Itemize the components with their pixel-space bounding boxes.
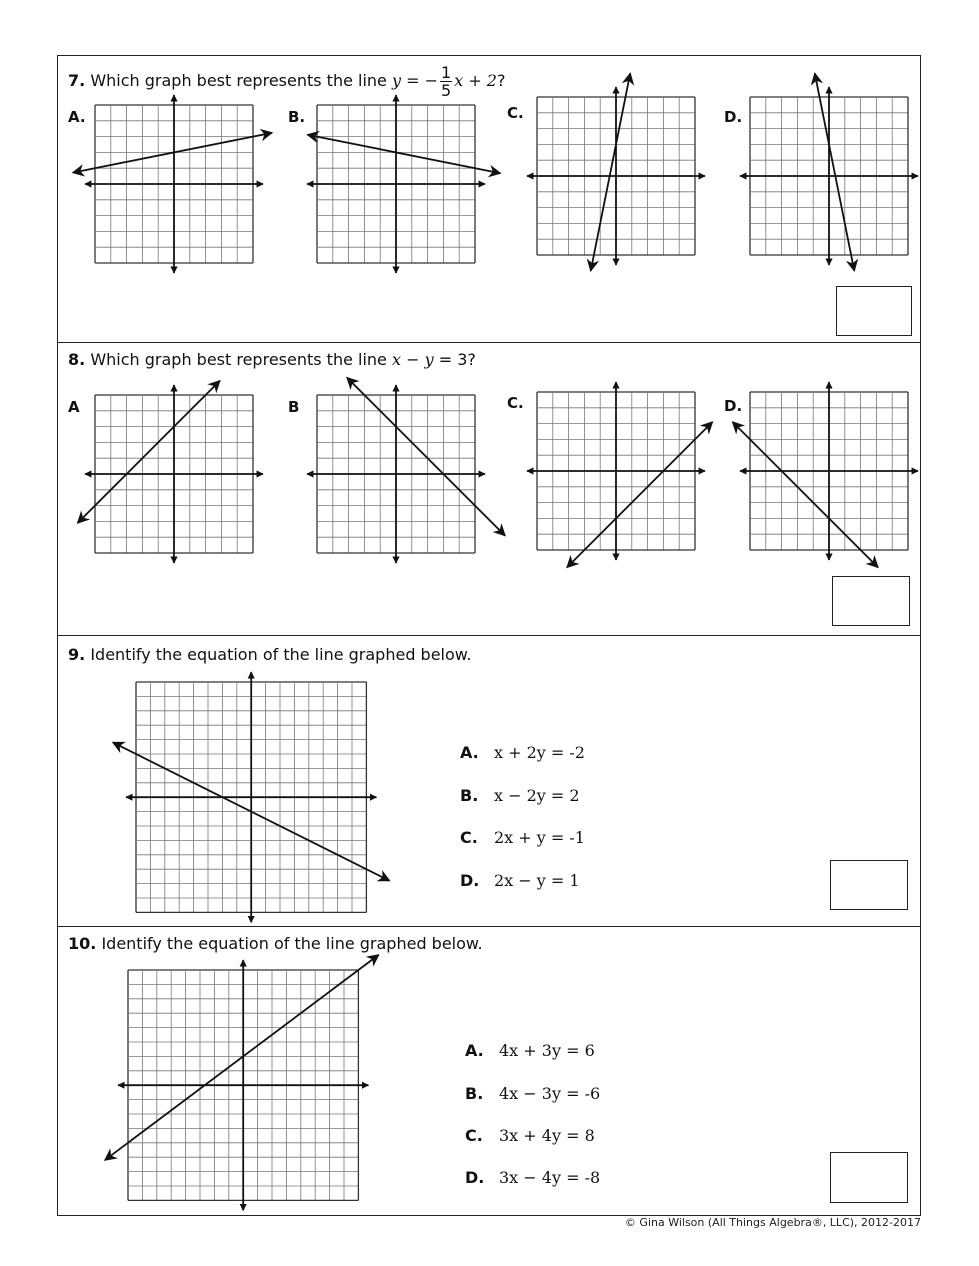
graphed-line [591,73,631,270]
graph-option-b [277,65,515,307]
graph-option-d [710,57,948,299]
graph-option-d [710,352,948,594]
question-number: 9. [68,645,86,664]
answer-box-8[interactable] [832,576,910,626]
choice-a[interactable] [465,1041,595,1060]
graph-option-a [55,65,293,307]
choice-letter: B. [465,1084,484,1103]
choice-equation: 2x − y = 1 [494,871,580,890]
choice-letter: B. [460,786,479,805]
question-text: Which graph best represents the line [90,350,387,369]
choice-c[interactable] [465,1126,595,1145]
graphed-line [105,955,379,1160]
graph-option-b [277,355,515,597]
fraction-numerator: 1 [441,63,452,82]
choice-letter: A. [460,743,479,762]
graph-question-9 [96,642,406,956]
choice-equation: x + 2y = -2 [494,743,585,762]
choice-letter: C. [460,828,478,847]
section-divider [57,635,921,636]
section-divider [57,342,921,343]
graphed-line [347,378,505,536]
choice-b[interactable] [465,1084,600,1103]
coordinate-grid [277,65,515,303]
choice-equation: 3x + 4y = 8 [499,1126,595,1145]
graph-question-10 [88,930,398,1244]
coordinate-grid [55,65,293,303]
choice-letter: D. [465,1168,485,1187]
question-text: Identify the equation of the line graphed below. [101,934,483,953]
question-number: 8. [68,350,86,369]
coordinate-grid [55,355,293,593]
option-label-b: B. [288,108,306,126]
coordinate-grid [277,355,515,593]
equation-lhs: y = − [391,71,439,90]
choice-equation: 2x + y = -1 [494,828,585,847]
graphed-line [567,422,712,567]
choice-equation: 4x − 3y = -6 [499,1084,601,1103]
answer-box-10[interactable] [830,1152,908,1203]
option-label-c: C. [507,394,524,412]
graphed-line [733,422,878,567]
question-text: Identify the equation of the line graphed below. [90,645,472,664]
question-mark: ? [496,71,506,90]
answer-box-9[interactable] [830,860,908,910]
choice-letter: A. [465,1041,484,1060]
choice-equation: 4x + 3y = 6 [499,1041,595,1060]
coordinate-grid [96,642,406,952]
choice-c[interactable] [460,828,585,847]
choice-equation: 3x − 4y = -8 [499,1168,601,1187]
option-label-d: D. [724,397,743,415]
choice-letter: C. [465,1126,483,1145]
coordinate-grid [497,352,735,590]
graphed-line [78,381,220,523]
copyright-footer: © Gina Wilson (All Things Algebra®, LLC), 2012-2017 [624,1216,921,1229]
graphed-line [308,135,501,174]
fraction-denominator: 5 [441,81,452,100]
coordinate-grid [497,57,735,295]
choice-d[interactable] [460,871,580,890]
option-label-d: D. [724,108,743,126]
graph-option-c [497,352,735,594]
question-number: 10. [68,934,97,953]
equation-lhs: x − y [391,350,434,369]
option-label-a: A. [68,108,86,126]
equation-rhs: = 3? [433,350,476,369]
answer-box-7[interactable] [836,286,912,336]
coordinate-grid [710,57,948,295]
coordinate-grid [88,930,398,1240]
choice-d[interactable] [465,1168,600,1187]
coordinate-grid [710,352,948,590]
question-text: Which graph best represents the line [90,71,387,90]
choice-b[interactable] [460,786,580,805]
choice-letter: D. [460,871,480,890]
option-label-c: C. [507,104,524,122]
choice-equation: x − 2y = 2 [494,786,580,805]
option-label-b: B [288,398,300,416]
graph-option-c [497,57,735,299]
graphed-line [815,73,855,270]
graph-option-a [55,355,293,597]
question-number: 7. [68,71,86,90]
choice-a[interactable] [460,743,585,762]
equation-rhs: x + 2 [454,71,497,90]
option-label-a: A [68,398,80,416]
